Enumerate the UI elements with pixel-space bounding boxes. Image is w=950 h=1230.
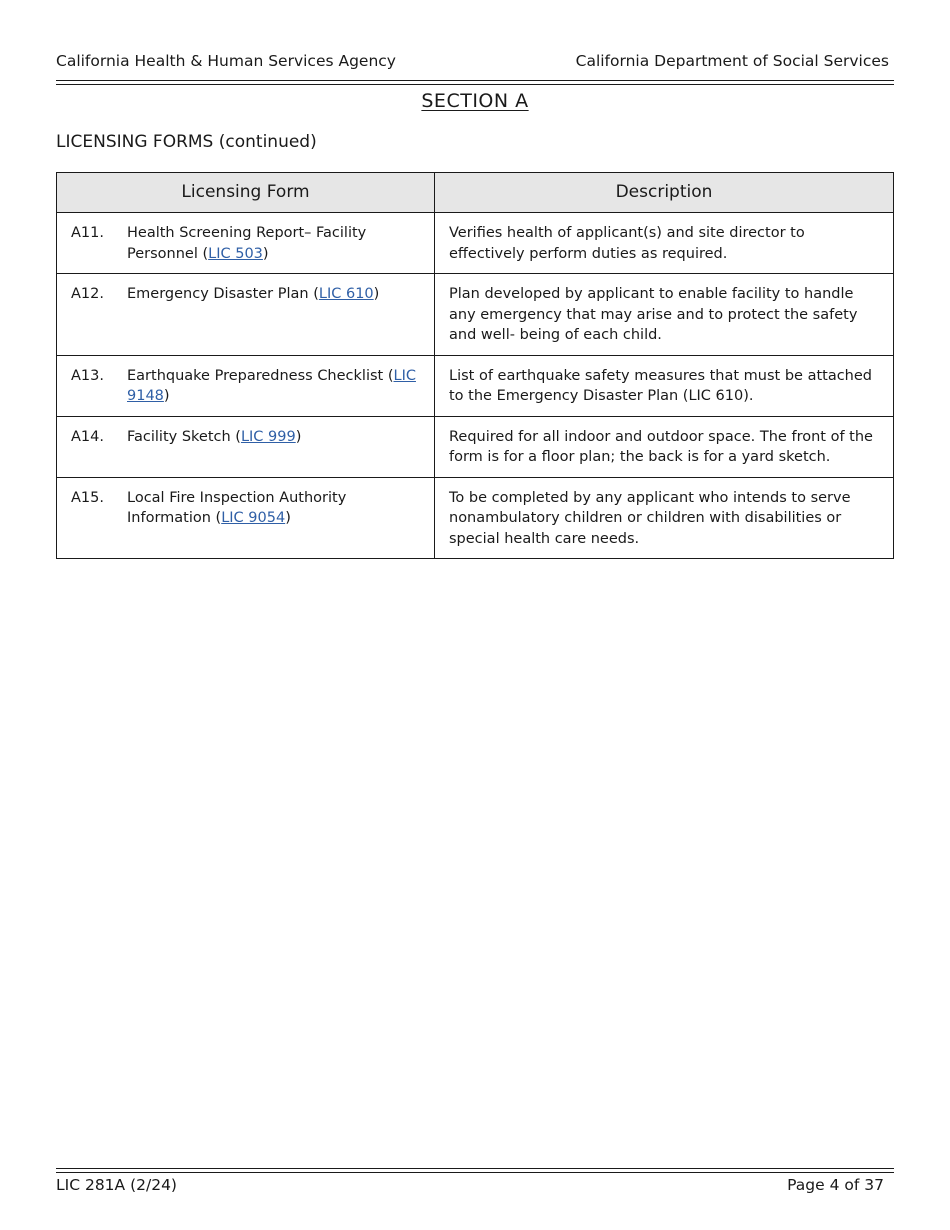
table-row: [57, 213, 894, 274]
footer-divider: [56, 1168, 894, 1173]
column-header-description: Description: [435, 173, 894, 213]
table-row: [57, 274, 894, 356]
form-link-lic-9148[interactable]: LIC 9148: [127, 367, 416, 404]
department-name: California Department of Social Services: [575, 52, 889, 70]
agency-name: California Health & Human Services Agency: [56, 52, 396, 70]
table-row: [57, 355, 894, 416]
form-number: A15.: [71, 489, 104, 506]
form-description: To be completed by any applicant who intends to serve nonambulatory children or children with disabilities or special health care needs.: [435, 477, 894, 559]
form-number: A12.: [71, 286, 104, 302]
form-cell: [57, 355, 435, 416]
form-description: Verifies health of applicant(s) and site director to effectively perform duties as required.: [435, 213, 894, 274]
form-id: LIC 281A (2/24): [56, 1176, 177, 1194]
form-cell: [57, 477, 435, 559]
form-number: A14.: [71, 428, 104, 445]
form-name: Local Fire Inspection Authority Information (LIC 9054): [127, 489, 347, 526]
form-link-lic-9054[interactable]: LIC 9054: [221, 510, 286, 526]
form-name: Facility Sketch (LIC 999): [127, 428, 302, 445]
form-cell: [57, 274, 435, 356]
form-description: Plan developed by applicant to enable facility to handle any emergency that may arise and to protect the safety and well- being of each child.: [435, 274, 894, 356]
table-row: [57, 477, 894, 559]
subheading: LICENSING FORMS (continued): [56, 132, 317, 152]
form-link-lic-503[interactable]: LIC 503: [208, 245, 263, 262]
table-header-row: [57, 173, 894, 213]
form-description: Required for all indoor and outdoor space. The front of the form is for a floor plan; the back is for a yard sketch.: [435, 416, 894, 477]
form-description: List of earthquake safety measures that must be attached to the Emergency Disaster Plan (LIC 610).: [435, 355, 894, 416]
form-name: Emergency Disaster Plan (LIC 610): [127, 286, 380, 302]
form-cell: [57, 213, 435, 274]
section-title: [0, 90, 950, 112]
form-number: A13.: [71, 367, 104, 384]
form-link-lic-999[interactable]: LIC 999: [240, 428, 296, 445]
form-link-lic-610[interactable]: LIC 610: [318, 286, 374, 302]
form-number: A11.: [71, 225, 104, 241]
header-divider: [56, 80, 894, 85]
page-header: [56, 52, 894, 82]
form-cell: [57, 416, 435, 477]
form-name: Earthquake Preparedness Checklist (LIC 9148): [127, 367, 416, 404]
form-name: Health Screening Report– Facility Personnel (LIC 503): [127, 225, 367, 262]
column-header-licensing-form: Licensing Form: [57, 173, 435, 213]
table-row: [57, 416, 894, 477]
page-number: Page 4 of 37: [787, 1176, 884, 1194]
section-title-text: SECTION A: [421, 90, 529, 112]
licensing-forms-table: [56, 172, 894, 559]
